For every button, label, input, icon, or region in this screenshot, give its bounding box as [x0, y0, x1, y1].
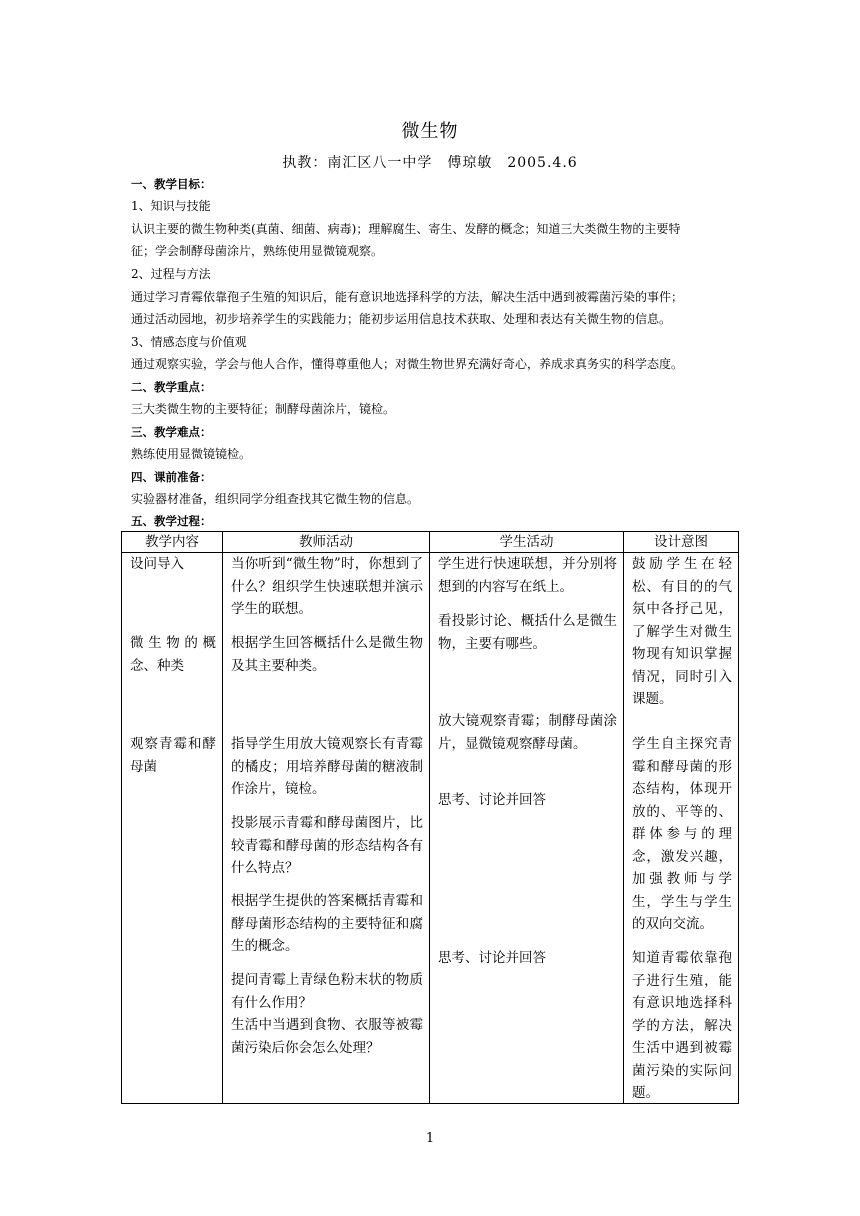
header-teacher: 教师活动: [223, 532, 430, 553]
intent-cell: [624, 553, 739, 1104]
intent-1: 鼓励学生在轻松、有目的的气氛中各抒己见，了解学生对微生物现有知识掌握情况，同时引入课题。: [632, 556, 732, 707]
author-line: 执教：南汇区八一中学 傅琼敏 2005.4.6: [282, 155, 578, 171]
teacher-activity-7: 生活中当遇到食物、衣服等被霉菌污染后你会怎么处理？: [231, 1017, 423, 1056]
preparation-text: 实验器材准备，组织同学分组查找其它微生物的信息。: [131, 492, 420, 506]
section-heading-difficulties: 三、教学难点：: [131, 425, 212, 439]
attitude-text: 通过观察实验，学会与他人合作，懂得尊重他人；对微生物世界充满好奇心，养成求真务实的科学态度。: [131, 357, 684, 371]
section-heading-procedure: 五、教学过程：: [131, 514, 212, 528]
table-header-row: [122, 532, 739, 553]
student-activity-3: 放大镜观察青霉；制酵母菌涂片，显微镜观察酵母菌。: [438, 713, 617, 752]
teacher-activity-4: 投影展示青霉和酵母菌图片，比较青霉和酵母菌的形态结构各有什么特点？: [231, 815, 423, 876]
section-heading-preparation: 四、课前准备：: [131, 470, 212, 484]
intent-3: 知道青霉依靠孢子进行生殖，能有意识地选择科学的方法，解决生活中遇到被霉菌污染的实际问题。: [632, 950, 732, 1101]
header-student: 学生活动: [430, 532, 624, 553]
student-activity-5: 思考、讨论并回答: [438, 950, 546, 966]
section-heading-key-points: 二、教学重点：: [131, 380, 212, 394]
content-cell: [122, 553, 223, 1104]
page-number: 1: [425, 1131, 435, 1146]
process-text-2: 通过活动园地，初步培养学生的实践能力；能初步运用信息技术获取、处理和表达有关微生物的信息。: [131, 312, 672, 326]
student-activity-1: 学生进行快速联想，并分别将想到的内容写在纸上。: [438, 556, 617, 595]
knowledge-text-1: 认识主要的微生物种类(真菌、细菌、病毒)；理解腐生、寄生、发酵的概念；知道三大类微生物的主要特: [131, 222, 681, 236]
content-observe: 观察青霉和酵母菌: [130, 736, 216, 775]
student-activity-4: 思考、讨论并回答: [438, 792, 546, 808]
key-points-text: 三大类微生物的主要特征；制酵母菌涂片，镜检。: [131, 402, 396, 416]
student-activity-2: 看投影讨论、概括什么是微生物，主要有哪些。: [438, 613, 617, 652]
subheading-knowledge: 1、知识与技能: [131, 199, 211, 213]
section-heading-objectives: 一、教学目标：: [131, 177, 212, 191]
procedure-table: [121, 531, 739, 1104]
header-intent: 设计意图: [624, 532, 739, 553]
header-content: 教学内容: [122, 532, 223, 553]
knowledge-text-2: 征；学会制酵母菌涂片，熟练使用显微镜观察。: [131, 244, 384, 258]
table-row: [122, 553, 739, 1104]
process-text-1: 通过学习青霉依靠孢子生殖的知识后，能有意识地选择科学的方法，解决生活中遇到被霉菌污染的事件；: [131, 290, 684, 304]
difficulties-text: 熟练使用显微镜镜检。: [131, 447, 252, 461]
subheading-attitude: 3、情感态度与价值观: [131, 335, 247, 349]
teacher-activity-3: 指导学生用放大镜观察长有青霉的橘皮；用培养酵母菌的糖液制作涂片，镜检。: [231, 736, 423, 797]
teacher-activity-1: 当你听到“微生物”时，你想到了什么？组织学生快速联想并演示学生的联想。: [231, 556, 423, 617]
teacher-activity-5: 根据学生提供的答案概括青霉和酵母菌形态结构的主要特征和腐生的概念。: [231, 893, 423, 954]
content-concept: 微生物的概念、种类: [130, 635, 216, 674]
subheading-process: 2、过程与方法: [131, 267, 211, 281]
teacher-activity-6: 提问青霉上青绿色粉末状的物质有什么作用？: [231, 972, 423, 1011]
content-intro: 设问导入: [130, 556, 184, 572]
student-cell: [430, 553, 624, 1104]
teacher-activity-2: 根据学生回答概括什么是微生物及其主要种类。: [231, 635, 423, 674]
intent-2: 学生自主探究青霉和酵母菌的形态结构，体现开放的、平等的、群体参与的理念，激发兴趣，加强教师与学生，学生与学生的双向交流。: [632, 736, 732, 932]
teacher-cell: [223, 553, 430, 1104]
document-title: 微生物: [401, 121, 459, 142]
